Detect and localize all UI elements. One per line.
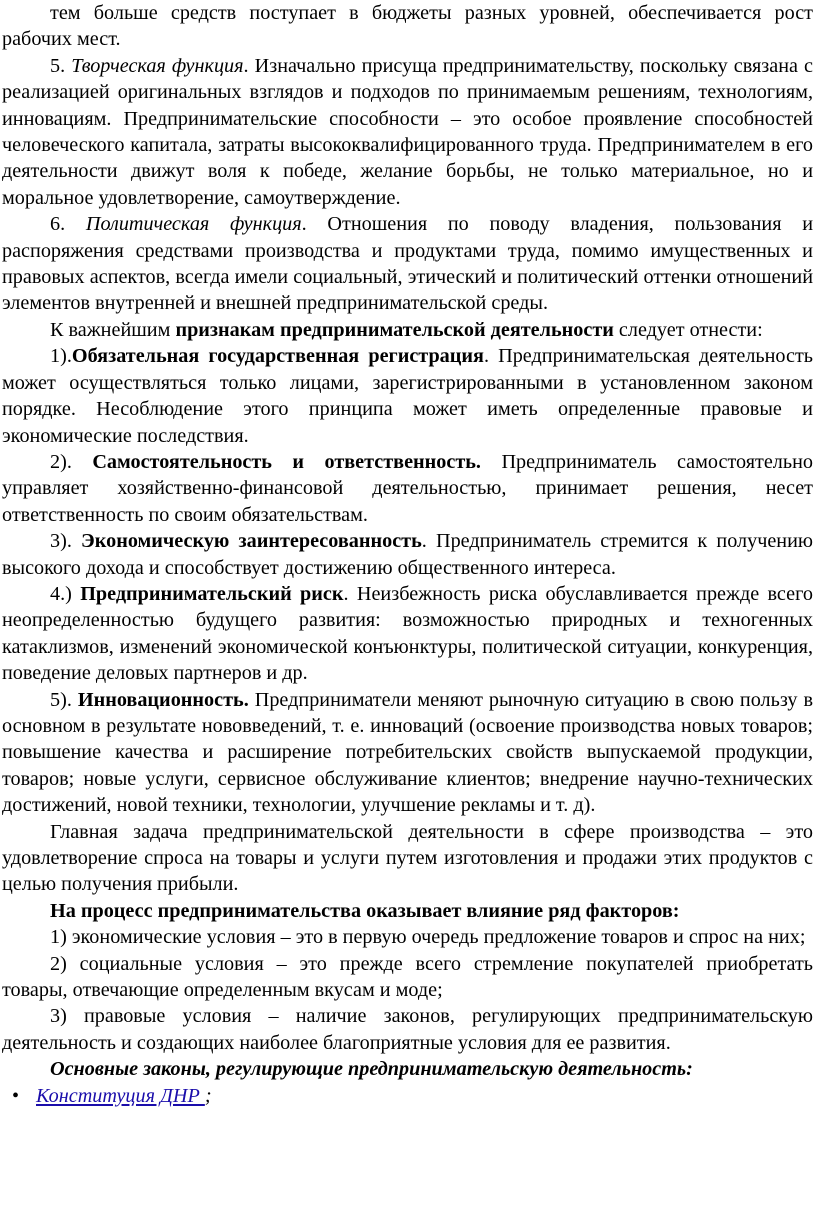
paragraph-text: 2) социальные условия – это прежде всего стремление покупателей приобретать товары, отвечающие определенным вкусам и моде; [2, 952, 813, 1002]
item-text: . Неизбежность риска обуславливается прежде всего неопределенностью будущего развития: возможностью природных и техногенных катаклизмов, изменений экономической конъюнктуры, политической ситуации, конкуренция, поведение деловых партнеров и др. [2, 582, 813, 685]
list-item-suffix: ; [204, 1084, 212, 1107]
paragraph-sign-interest [2, 528, 813, 581]
paragraph-factor-social [2, 951, 813, 1004]
heading-factors [2, 898, 813, 924]
item-text: Предприниматель самостоятельно управляет хозяйственно-финансовой деятельностью, принимает решения, несет ответственность по своим обязательствам. [2, 450, 813, 526]
item-number: 1). [50, 345, 72, 368]
paragraph-factor-legal [2, 1003, 813, 1056]
paragraph-factor-economic [2, 924, 813, 950]
paragraph-text-pre: К важнейшим [50, 318, 176, 341]
item-text: . Предпринимательская деятельность может осуществляться только лицами, зарегистрированными в установленном законом порядке. Несоблюдение этого принципа может иметь определенные правовые и экономические последствия. [2, 345, 813, 447]
paragraph-creative-function [2, 53, 813, 211]
heading-text: Основные законы, регулирующие предпринимательскую деятельность: [50, 1058, 693, 1081]
item-title: Обязательная государственная регистрация [71, 345, 484, 368]
item-number: 6. [50, 213, 86, 236]
item-number: 4.) [50, 582, 81, 605]
item-title: Самостоятельность и ответственность. [92, 450, 481, 473]
paragraph-sign-risk [2, 581, 813, 687]
paragraph-text: Главная задача предпринимательской деятельности в сфере производства – это удовлетворение спроса на товары и услуги путем изготовления и продажи этих продуктов с целью получения прибыли. [2, 820, 813, 896]
paragraph-text: 3) правовые условия – наличие законов, регулирующих предпринимательскую деятельность и создающих наиболее благоприятные условия для ее развития. [2, 1005, 813, 1054]
paragraph-political-function [2, 211, 813, 317]
item-text: . Предприниматель стремится к получению высокого дохода и способствует достижению общественного интереса. [2, 530, 813, 579]
paragraph-main-task [2, 819, 813, 898]
bullet-icon: • [12, 1084, 20, 1107]
item-title: Экономическую заинтересованность [81, 530, 422, 553]
paragraph-sign-registration [2, 343, 813, 449]
paragraph-sign-innovation [2, 687, 813, 819]
item-number: 2). [50, 450, 93, 473]
item-number: 5). [50, 688, 78, 711]
paragraph-intro [2, 0, 813, 53]
paragraph-text: тем больше средств поступает в бюджеты разных уровней, обеспечивается рост рабочих мест. [2, 2, 813, 51]
item-number: 5. [50, 54, 72, 77]
item-title: Предпринимательский риск [80, 582, 344, 605]
item-text: . Изначально присуща предпринимательству, поскольку связана с реализацией оригинальных взглядов и подходов по принимаемым решениям, технологиям, инновациям. Предпринимательские способности – это особое проявление способностей человеческого капитала, затраты высококвалифицированного труда. Предпринимателем в его деятельности движут воля к победе, желание борьбы, не только материальное, но и моральное удовлетворение, самоутверждение. [2, 54, 813, 209]
paragraph-text-post: следует отнести: [613, 318, 763, 341]
heading-laws [2, 1056, 813, 1082]
item-text: Предприниматели меняют рыночную ситуацию в свою пользу в основном в результате нововведений, т. е. инноваций (освоение производства новых товаров; повышение качества и расширение потребительских свойств выпускаемой продукции, товаров; новые услуги, сервисное обслуживание клиентов; внедрение научно-технических достижений, новой техники, технологии, улучшение рекламы и т. д). [2, 688, 813, 817]
heading-text: На процесс предпринимательства оказывает влияние ряд факторов: [50, 899, 680, 922]
item-title: Инновационность. [77, 688, 249, 711]
paragraph-text-bold: признакам предпринимательской деятельности [175, 318, 614, 341]
list-item [2, 1083, 813, 1109]
constitution-link[interactable]: Конституция ДНР [36, 1084, 205, 1107]
paragraph-signs-intro [2, 317, 813, 343]
laws-list [2, 1083, 813, 1109]
item-text: . Отношения по поводу владения, пользования и распоряжения средствами производства и продуктами труда, помимо имущественных и правовых аспектов, всегда имели социальный, этический и политический оттенки отношений элементов внутренней и внешней предпринимательской среды. [2, 213, 814, 315]
paragraph-sign-independence [2, 449, 813, 528]
item-number: 3). [50, 530, 82, 553]
paragraph-text: 1) экономические условия – это в первую очередь предложение товаров и спрос на них; [50, 926, 806, 949]
item-title: Творческая функция [71, 54, 244, 77]
item-title: Политическая функция [85, 213, 302, 236]
